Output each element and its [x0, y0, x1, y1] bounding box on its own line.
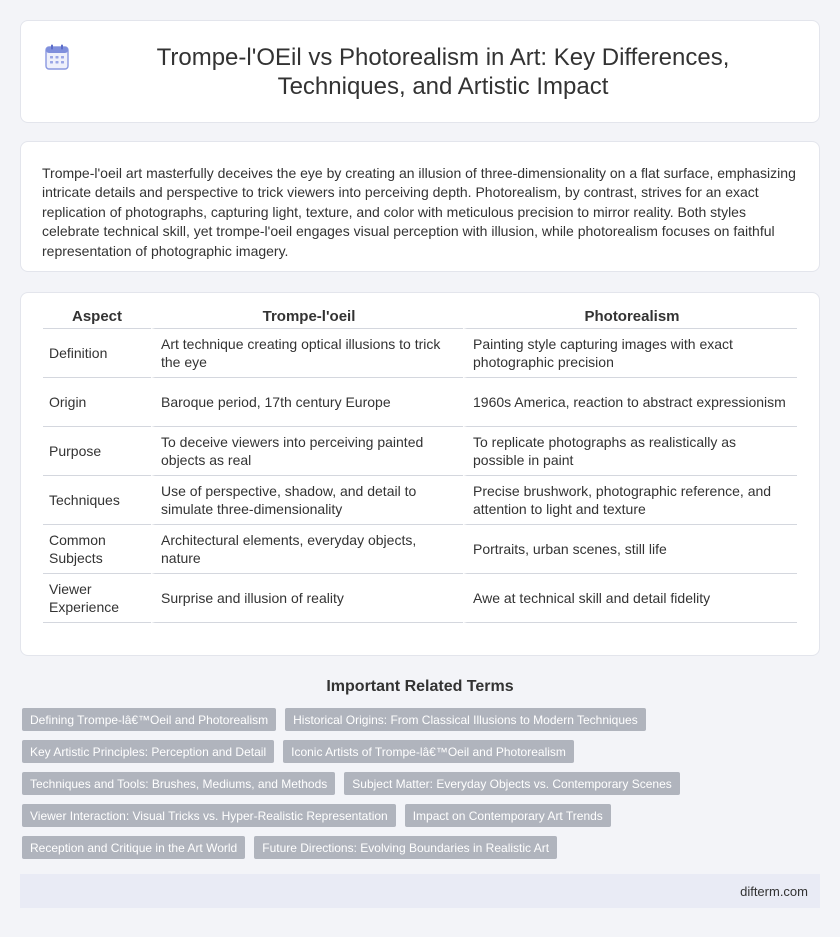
- table-row: [43, 476, 797, 525]
- related-term-link[interactable]: Reception and Critique in the Art World: [22, 836, 245, 859]
- calendar-icon: [45, 44, 69, 70]
- table-row: [43, 427, 797, 476]
- table-header-row: [43, 303, 797, 329]
- related-terms-list: [0, 708, 840, 859]
- row-trompe-loeil: Surprise and illusion of reality: [151, 574, 463, 623]
- related-term-link[interactable]: Future Directions: Evolving Boundaries in Realistic Art: [254, 836, 557, 859]
- related-term-link[interactable]: Impact on Contemporary Art Trends: [405, 804, 611, 827]
- page-title: Trompe-l'OEil vs Photorealism in Art: Key Differences, Techniques, and Artistic Impact: [156, 43, 730, 100]
- table-row: [43, 329, 797, 378]
- related-term-link[interactable]: Viewer Interaction: Visual Tricks vs. Hyper-Realistic Representation: [22, 804, 396, 827]
- row-aspect: Techniques: [43, 476, 151, 525]
- table-row: [43, 378, 797, 427]
- header-trompe-loeil: Trompe-l'oeil: [151, 303, 463, 329]
- row-trompe-loeil: To deceive viewers into perceiving painted objects as real: [151, 427, 463, 476]
- row-aspect: Definition: [43, 329, 151, 378]
- row-photorealism: 1960s America, reaction to abstract expressionism: [463, 378, 797, 427]
- row-trompe-loeil: Use of perspective, shadow, and detail to simulate three-dimensionality: [151, 476, 463, 525]
- comparison-table-card: [20, 292, 820, 656]
- footer: [20, 874, 820, 908]
- related-terms-title: Important Related Terms: [326, 678, 514, 695]
- row-aspect: Common Subjects: [43, 525, 151, 574]
- row-aspect: Purpose: [43, 427, 151, 476]
- row-photorealism: Precise brushwork, photographic reference, and attention to light and texture: [463, 476, 797, 525]
- intro-card: [20, 141, 820, 272]
- row-trompe-loeil: Art technique creating optical illusions to trick the eye: [151, 329, 463, 378]
- row-photorealism: To replicate photographs as realistically as possible in paint: [463, 427, 797, 476]
- related-term-link[interactable]: Subject Matter: Everyday Objects vs. Contemporary Scenes: [344, 772, 679, 795]
- row-aspect: Origin: [43, 378, 151, 427]
- related-term-link[interactable]: Historical Origins: From Classical Illusions to Modern Techniques: [285, 708, 646, 731]
- header-inner: [45, 43, 795, 101]
- row-aspect: Viewer Experience: [43, 574, 151, 623]
- related-term-link[interactable]: Key Artistic Principles: Perception and Detail: [22, 740, 274, 763]
- row-trompe-loeil: Baroque period, 17th century Europe: [151, 378, 463, 427]
- related-term-link[interactable]: Techniques and Tools: Brushes, Mediums, and Methods: [22, 772, 335, 795]
- header-photorealism: Photorealism: [463, 303, 797, 329]
- table-row: [43, 525, 797, 574]
- related-term-link[interactable]: Defining Trompe-lâ€™Oeil and Photorealism: [22, 708, 276, 731]
- header-card: [20, 20, 820, 123]
- row-photorealism: Awe at technical skill and detail fidelity: [463, 574, 797, 623]
- row-trompe-loeil: Architectural elements, everyday objects, nature: [151, 525, 463, 574]
- footer-site-link[interactable]: difterm.com: [740, 883, 808, 899]
- row-photorealism: Painting style capturing images with exact photographic precision: [463, 329, 797, 378]
- comparison-table: [43, 303, 797, 623]
- intro-paragraph: Trompe-l'oeil art masterfully deceives the eye by creating an illusion of three-dimensionality on a flat surface, emphasizing intricate details and perspective to trick viewers into perceiving depth. Photorealism, by contrast, strives for an exact replication of photographs, capturing light, texture, and color with meticulous precision to mirror reality. Both styles celebrate technical skill, yet trompe-l'oeil engages visual perception with illusion, while photorealism focuses on faithful representation of photographic imagery.: [42, 165, 796, 259]
- row-photorealism: Portraits, urban scenes, still life: [463, 525, 797, 574]
- table-row: [43, 574, 797, 623]
- header-aspect: Aspect: [43, 303, 151, 329]
- related-term-link[interactable]: Iconic Artists of Trompe-lâ€™Oeil and Photorealism: [283, 740, 574, 763]
